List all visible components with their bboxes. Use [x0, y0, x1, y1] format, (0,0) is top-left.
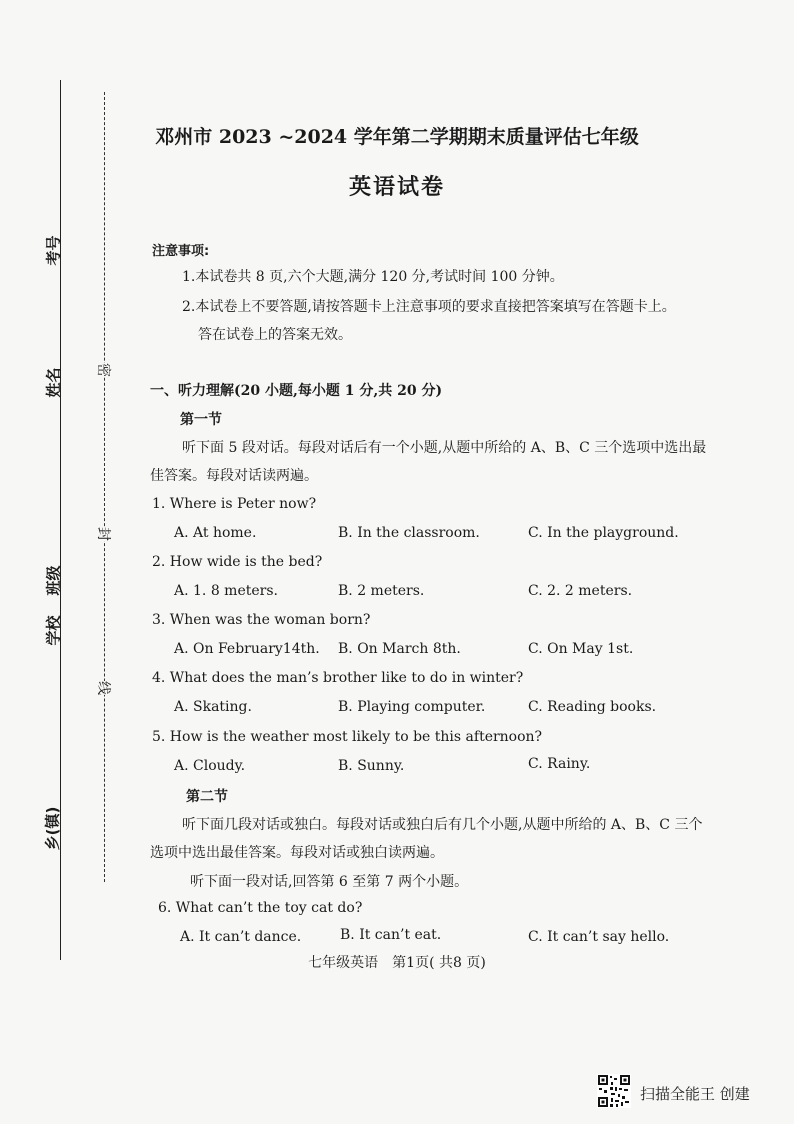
q6-option-a: A. It can’t dance.	[180, 929, 302, 945]
seal-xian: 线	[92, 681, 116, 695]
section1-heading: 一、听力理解(20 小题,每小题 1 分,共 20 分)	[150, 383, 443, 399]
class-label: 班级	[44, 565, 63, 596]
scanner-watermark: 扫描全能王 创建	[640, 1085, 750, 1103]
q5-option-b: B. Sunny.	[338, 758, 405, 774]
part2-instruction-1: 听下面几段对话或独白。每段对话或独白后有几个小题,从题中所给的 A、B、C 三个	[182, 817, 703, 833]
notes-item-3: 答在试卷上的答案无效。	[198, 327, 352, 343]
part2-label: 第二节	[186, 789, 228, 805]
q4-option-b: B. Playing computer.	[338, 699, 486, 715]
q3-option-a: A. On February14th.	[174, 641, 320, 657]
question-6: 6. What can’t the toy cat do?	[158, 900, 363, 916]
q3-option-b: B. On March 8th.	[338, 641, 461, 657]
q6-option-b: B. It can’t eat.	[340, 927, 442, 943]
q2-option-a: A. 1. 8 meters.	[174, 583, 278, 599]
seal-mi: 密	[92, 363, 116, 377]
part1-instruction-2: 佳答案。每段对话读两遍。	[150, 468, 318, 484]
exam-number-label: 考号	[44, 235, 63, 266]
q1-option-b: B. In the classroom.	[338, 525, 480, 541]
question-1: 1. Where is Peter now?	[152, 496, 317, 512]
town-label: 乡(镇)	[43, 806, 62, 851]
question-4: 4. What does the man’s brother like to do in winter?	[152, 670, 524, 686]
qr-code-icon	[597, 1074, 631, 1108]
exam-subtitle: 英语试卷	[348, 175, 445, 200]
notes-item-1: 1.本试卷共 8 页,六个大题,满分 120 分,考试时间 100 分钟。	[182, 269, 564, 285]
name-label: 姓名	[44, 367, 63, 398]
q4-option-c: C. Reading books.	[528, 699, 657, 715]
q6-option-c: C. It can’t say hello.	[528, 929, 670, 945]
exam-title: 邓州市 2023 ~2024 学年第二学期期末质量评估七年级	[155, 126, 639, 148]
q3-option-c: C. On May 1st.	[528, 641, 634, 657]
q2-option-c: C. 2. 2 meters.	[528, 583, 633, 599]
part2-sub-instruction: 听下面一段对话,回答第 6 至第 7 两个小题。	[190, 874, 469, 890]
q1-option-a: A. At home.	[174, 525, 257, 541]
seal-feng: 封	[92, 527, 116, 541]
school-label: 学校	[44, 615, 63, 646]
question-2: 2. How wide is the bed?	[152, 554, 323, 570]
question-5: 5. How is the weather most likely to be this afternoon?	[152, 729, 543, 745]
notes-item-2: 2.本试卷上不要答题,请按答题卡上注意事项的要求直接把答案填写在答题卡上。	[182, 299, 676, 315]
margin-dashed-line	[104, 92, 105, 882]
page-footer: 七年级英语 第1页( 共8 页)	[308, 955, 486, 971]
part1-instruction-1: 听下面 5 段对话。每段对话后有一个小题,从题中所给的 A、B、C 三个选项中选出最	[182, 440, 707, 456]
q2-option-b: B. 2 meters.	[338, 583, 425, 599]
part2-instruction-2: 选项中选出最佳答案。每段对话或独白读两遍。	[150, 845, 444, 861]
part1-label: 第一节	[180, 412, 222, 428]
question-3: 3. When was the woman born?	[152, 612, 371, 628]
notes-heading: 注意事项:	[152, 244, 210, 259]
q5-option-a: A. Cloudy.	[174, 758, 246, 774]
q4-option-a: A. Skating.	[174, 699, 252, 715]
q1-option-c: C. In the playground.	[528, 525, 679, 541]
q5-option-c: C. Rainy.	[528, 756, 591, 772]
